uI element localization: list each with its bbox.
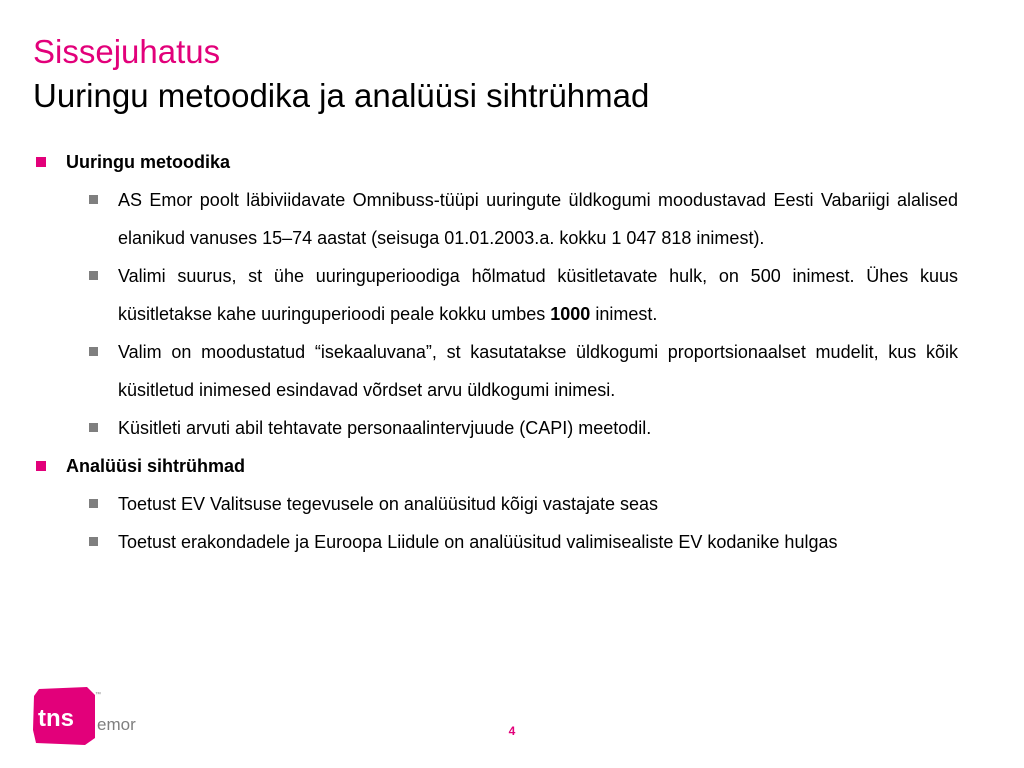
logo-tns-text: tns [38, 705, 74, 732]
list-item-text: AS Emor poolt läbiviidavate Omnibuss-tüüpi uuringute üldkogumi moodustavad Eesti Vabariigi alalised elanikud vanuses 15–74 aastat (seisuga 01.01.2003.a. kokku 1 047 818 inimest). [118, 190, 958, 248]
slide-title [33, 30, 649, 118]
logo-tm-mark: ™ [95, 692, 101, 698]
square-bullet-icon [89, 347, 98, 356]
title-line-1: Sissejuhatus [33, 33, 221, 70]
slide-content [33, 143, 958, 561]
list-item [118, 409, 958, 447]
list-item [118, 333, 958, 409]
list-item-text [118, 266, 958, 324]
list-item-text: Valim on moodustatud “isekaaluvana”, st kasutatakse üldkogumi proportsionaalset mudelit, kus kõik küsitletud inimesed esindavad võrdset arvu üldkogumi inimesi. [118, 342, 958, 400]
list-item [118, 257, 958, 333]
page-number: 4 [508, 724, 516, 738]
list-item-text-part: Valimi suurus, st ühe uuringuperioodiga hõlmatud küsitletavate hulk, on 500 inimest. Ühes kuus küsitletakse kahe uuringuperioodi peale kokku umbes [118, 266, 958, 324]
square-bullet-icon [36, 157, 46, 167]
square-bullet-icon [89, 195, 98, 204]
list-item-text: Toetust erakondadele ja Euroopa Liidule on analüüsitud valimisealiste EV kodanike hulgas [118, 532, 838, 552]
list-item [118, 485, 958, 523]
tns-emor-logo-graphic [33, 686, 143, 746]
section-heading [33, 143, 958, 181]
square-bullet-icon [89, 499, 98, 508]
square-bullet-icon [89, 423, 98, 432]
list-item-text: Toetust EV Valitsuse tegevusele on analüüsitud kõigi vastajate seas [118, 494, 658, 514]
list-item [118, 523, 958, 561]
square-bullet-icon [36, 461, 46, 471]
section-heading-text: Analüüsi sihtrühmad [66, 456, 246, 476]
square-bullet-icon [89, 271, 98, 280]
square-bullet-icon [89, 537, 98, 546]
section-heading [33, 447, 958, 485]
list-item-text: Küsitleti arvuti abil tehtavate personaalintervjuude (CAPI) meetodil. [118, 418, 652, 438]
list-item-text-part: inimest. [590, 304, 658, 324]
logo-emor-text: emor [97, 715, 136, 734]
section-heading-text: Uuringu metoodika [66, 152, 231, 172]
list-item [118, 181, 958, 257]
title-line-2: Uuringu metoodika ja analüüsi sihtrühmad [33, 77, 650, 114]
tns-emor-logo [33, 686, 143, 746]
list-item-bold-number: 1000 [550, 304, 591, 324]
